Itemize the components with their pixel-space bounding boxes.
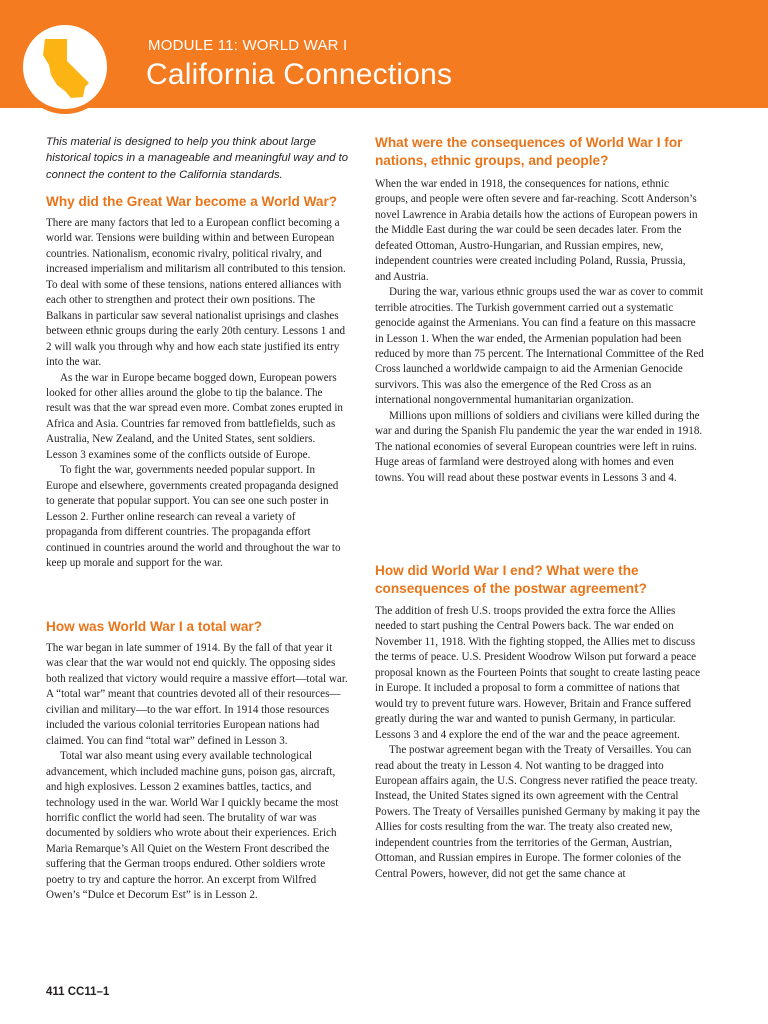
intro-text: This material is designed to help you think about large historical topics in a manageable and meaningful way and to connect the content to the California standards. — [46, 136, 349, 181]
paragraph: The addition of fresh U.S. troops provided the extra force the Allies needed to start pushing the Central Powers back. The war ended on November 11, 1918. With the fighting stopped, the Allies met to discuss the terms of peace. U.S. President Woodrow Wilson put forward a peace proposal known as the Fourteen Points that sought to create lasting peace in Europe. It included a proposal to form a committee of nations that would try to prevent future wars. However, Britain and France suffered greatly during the war and wanted to punish Germany, in particular. Lessons 3 and 4 explore the end of the war and the peace agreement. — [375, 605, 701, 741]
header-banner — [0, 0, 768, 108]
paragraph: Total war also meant using every available technological advancement, which included machine guns, poison gas, aircraft, and high explosives. Lesson 2 examines battles, tactics, and technology used in the war. World War I quickly became the most horrific conflict the world had seen. The brutality of war was documented by soldiers who wrote about their experiences. Erich Maria Remarque’s All Quiet on the Western Front described the suffering that the German troops endured. Other soldiers wrote poetry to try and capture the horror. An excerpt from Wilfred Owen’s “Dulce et Decorum Est” is in Lesson 2. — [46, 750, 339, 902]
section-body-great-war — [46, 216, 349, 571]
paragraph: There are many factors that led to a European conflict becoming a world war. Tensions were building within and between European countries. Nationalism, economic rivalry, political rivalry, and increased imperialism and militarism all contributed to this tension. To deal with some of these tensions, nations entered alliances with each other to strengthen and protect their own positions. The Balkans in particular saw several nationalist uprisings and clashes between ethnic groups during the early 20th century. Lessons 1 and 2 will walk you through why and how each state justified its entry into the war. — [46, 217, 346, 369]
page-number: 411 CC11–1 — [46, 986, 110, 998]
paragraph: The war began in late summer of 1914. By the fall of that year it was clear that the war would not end quickly. The opposing sides both realized that victory would require a massive effort—total war. A “total war” meant that countries devoted all of their resources—civilian and military—to the war effort. In 1914 those resources included the various colonial territories European nations had claimed. You can find “total war” defined in Lesson 3. — [46, 642, 348, 747]
page-title: California Connections — [146, 58, 453, 91]
section-body-total-war — [46, 641, 349, 904]
paragraph: During the war, various ethnic groups used the war as cover to commit terrible atrocities. The Turkish government carried out a systematic genocide against the Armenians. You can find a feature on this massacre in Lesson 1. When the war ended, the Armenian population had been reduced by more than 75 percent. The International Committee of the Red Cross launched a worldwide campaign to aid the Armenian Genocide survivors. This was also the emergence of the Red Cross as an international nongovernmental humanitarian organization. — [375, 286, 704, 407]
paragraph: When the war ended in 1918, the consequences for nations, ethnic groups, and people were often severe and far-reaching. Scott Anderson’s novel Lawrence in Arabia details how the actions of European powers in the Middle East during the war could be seen decades later. From the defeated Ottoman, Austro-Hungarian, and Russian empires, new, independent countries were created including Poland, Russia, Prussia, and Austria. — [375, 178, 698, 283]
section-body-war-end — [375, 604, 704, 882]
section-heading-consequences: What were the consequences of World War I for nations, ethnic groups, and people? — [375, 135, 683, 168]
section-heading-total-war: How was World War I a total war? — [46, 619, 263, 634]
paragraph: To fight the war, governments needed popular support. In Europe and elsewhere, governments created propaganda designed to generate that popular support. You can see one such poster in Lesson 2. Further online research can reveal a variety of propaganda from different countries. The propaganda effort continued in countries around the world and throughout the war to keep up morale and support for the war. — [46, 464, 341, 569]
paragraph: The postwar agreement began with the Treaty of Versailles. You can read about the treaty in Lesson 4. Not wanting to be dragged into European affairs again, the U.S. Congress never ratified the peace treaty. Instead, the United States signed its own agreement with the Central Powers. The Treaty of Versailles punished Germany by making it pay the Allies for costs resulting from the war. The treaty also created new, independent countries from the territories of the German, Austrian, Ottoman, and Russian empires in Europe. The former colonies of the Central Powers, however, did not get the same chance at — [375, 744, 700, 880]
paragraph: As the war in Europe became bogged down, European powers looked for other allies around the globe to tip the balance. The result was that the war spread even more. Combat zones erupted in Africa and Asia. Countries far removed from battlefields, such as Australia, New Zealand, and the United States, sent soldiers. Lesson 3 examines some of the conflicts outside of Europe. — [46, 371, 343, 461]
section-heading-great-war: Why did the Great War become a World War? — [46, 194, 338, 209]
section-body-consequences — [375, 177, 704, 486]
section-heading-war-end: How did World War I end? What were the consequences of the postwar agreement? — [375, 563, 647, 596]
module-label: MODULE 11: WORLD WAR I — [148, 37, 348, 54]
california-state-icon — [23, 25, 107, 109]
california-logo — [18, 20, 112, 114]
paragraph: Millions upon millions of soldiers and civilians were killed during the war and during the Spanish Flu pandemic the year the war ended in 1918. The national economies of several European countries were left in ruins. Huge areas of farmland were destroyed along with homes and even towns. You will read about these postwar events in Lessons 3 and 4. — [375, 409, 703, 484]
